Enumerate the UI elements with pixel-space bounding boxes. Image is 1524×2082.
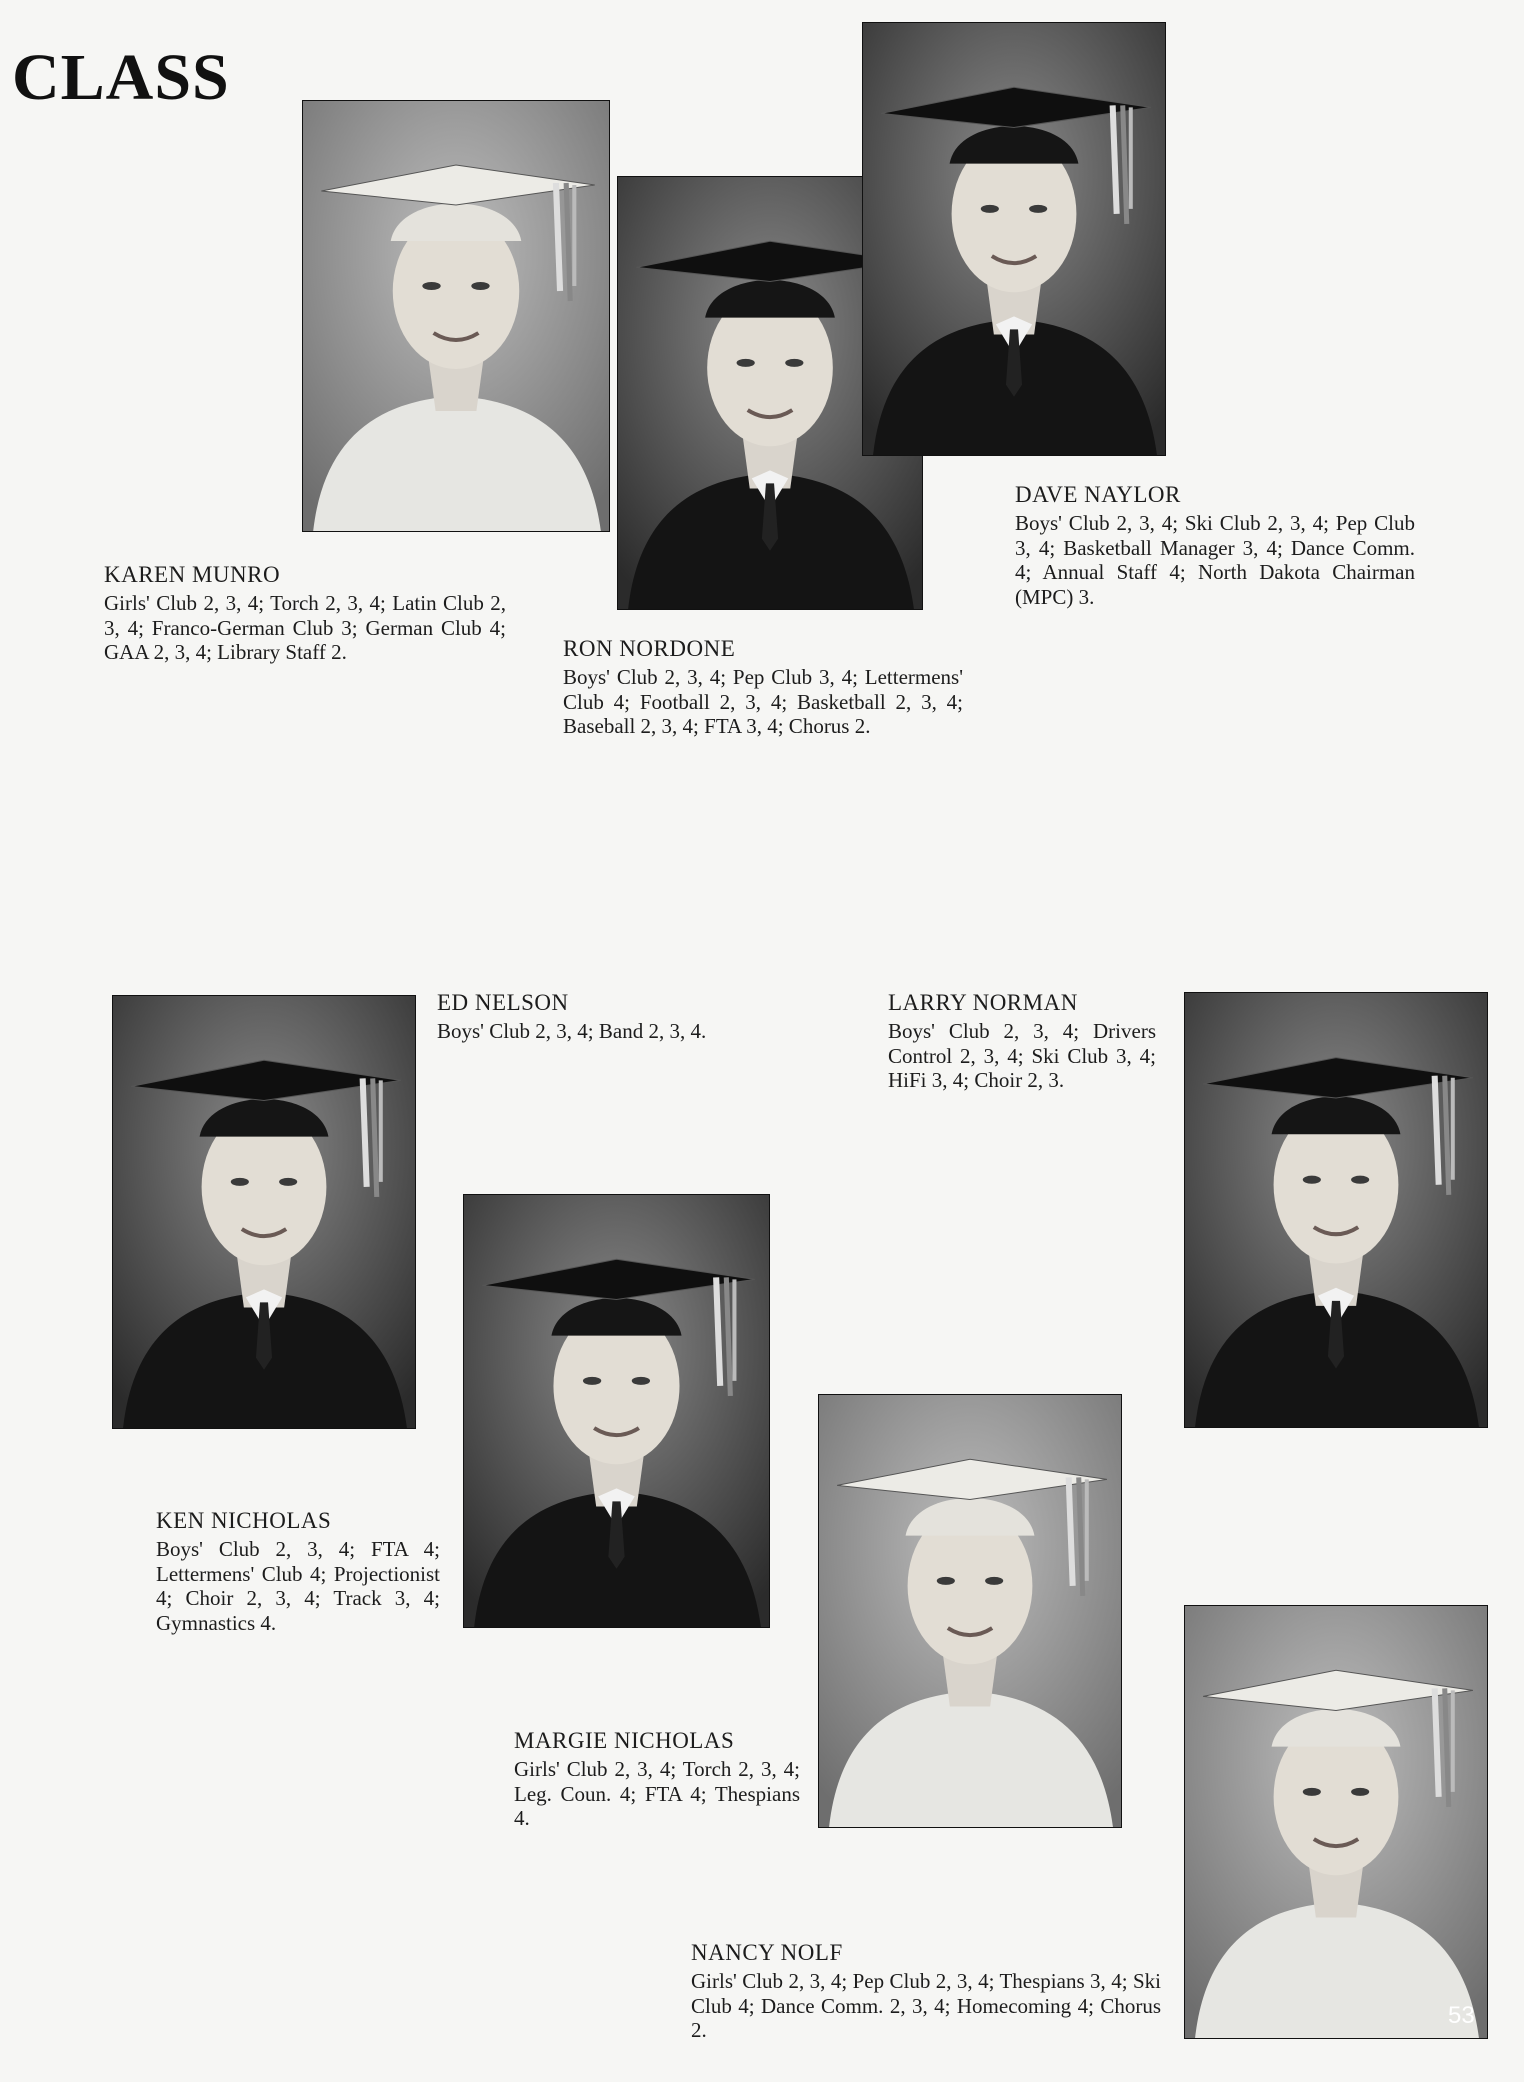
student-activities: Boys' Club 2, 3, 4; Band 2, 3, 4. (437, 1019, 707, 1043)
student-name: KEN NICHOLAS (156, 1508, 332, 1533)
portrait-photo-karen-munro (302, 100, 610, 532)
page-title: CLASS (12, 41, 230, 114)
student-name: DAVE NAYLOR (1015, 482, 1181, 507)
portrait-illustration (113, 996, 415, 1428)
student-activities: Boys' Club 2, 3, 4; Ski Club 2, 3, 4; Pep Club 3, 4; Basketball Manager 3, 4; Dance Comm. 4; Annual Staff 4; North Dakota Chairman (MPC) 3. (1015, 511, 1415, 609)
portrait-photo-dave-naylor (862, 22, 1166, 456)
portrait-photo-ken-nicholas (463, 1194, 770, 1628)
student-entry-ron-nordone (563, 636, 963, 739)
student-name: RON NORDONE (563, 636, 736, 661)
student-entry-ed-nelson (437, 990, 707, 1044)
student-entry-ken-nicholas (156, 1508, 440, 1635)
student-entry-margie-nicholas (514, 1728, 800, 1831)
student-name: KAREN MUNRO (104, 562, 281, 587)
student-activities: Girls' Club 2, 3, 4; Pep Club 2, 3, 4; Thespians 3, 4; Ski Club 4; Dance Comm. 2, 3, 4; Homecoming 4; Chorus 2. (691, 1969, 1161, 2042)
portrait-illustration (303, 101, 609, 531)
student-entry-nancy-nolf (691, 1940, 1161, 2043)
student-entry-dave-naylor (1015, 482, 1415, 609)
student-name: NANCY NOLF (691, 1940, 843, 1965)
student-activities: Girls' Club 2, 3, 4; Torch 2, 3, 4; Leg. Coun. 4; FTA 4; Thespians 4. (514, 1757, 800, 1830)
portrait-photo-nancy-nolf (1184, 1605, 1488, 2039)
student-activities: Girls' Club 2, 3, 4; Torch 2, 3, 4; Latin Club 2, 3, 4; Franco-German Club 3; German Club 4; GAA 2, 3, 4; Library Staff 2. (104, 591, 506, 664)
portrait-illustration (863, 23, 1165, 455)
portrait-illustration (1185, 993, 1487, 1427)
student-name: LARRY NORMAN (888, 990, 1078, 1015)
student-activities: Boys' Club 2, 3, 4; FTA 4; Lettermens' Club 4; Projectionist 4; Choir 2, 3, 4; Track 3, 4; Gymnastics 4. (156, 1537, 440, 1635)
portrait-photo-larry-norman (1184, 992, 1488, 1428)
student-activities: Boys' Club 2, 3, 4; Drivers Control 2, 3, 4; Ski Club 3, 4; HiFi 3, 4; Choir 2, 3. (888, 1019, 1156, 1092)
student-entry-larry-norman (888, 990, 1156, 1093)
page-number: 53 (1448, 2002, 1475, 2029)
portrait-photo-ed-nelson (112, 995, 416, 1429)
student-name: ED NELSON (437, 990, 569, 1015)
portrait-illustration (464, 1195, 769, 1627)
student-name: MARGIE NICHOLAS (514, 1728, 735, 1753)
portrait-photo-margie-nicholas (818, 1394, 1122, 1828)
student-activities: Boys' Club 2, 3, 4; Pep Club 3, 4; Lettermens' Club 4; Football 2, 3, 4; Basketball 2, 3, 4; Baseball 2, 3, 4; FTA 3, 4; Chorus 2. (563, 665, 963, 738)
portrait-illustration (819, 1395, 1121, 1827)
portrait-illustration (1185, 1606, 1487, 2038)
student-entry-karen-munro (104, 562, 506, 665)
